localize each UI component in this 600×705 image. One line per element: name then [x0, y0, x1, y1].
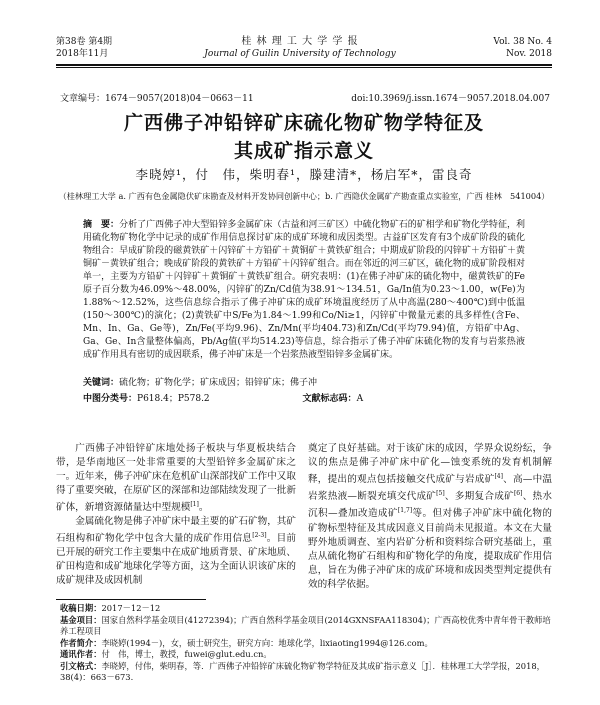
affiliation: （桂林理工大学 a. 广西有色金属隐伏矿床勘查及材料开发协同创新中心；b. 广西隐伏金属矿产勘查重点实验室，广西 桂林 541004） [58, 191, 550, 201]
body-column-left [56, 442, 296, 588]
header-right [470, 36, 552, 60]
footnotes [60, 603, 552, 684]
body-column-right [308, 442, 552, 592]
header-rule [56, 64, 552, 66]
footnote-fund: 基金项目：国家自然科学基金项目(41272394)；广西自然科学基金项目(2014GXNSFAA118304)；广西高校优秀中青年骨干教师培养工程项目 [60, 614, 551, 636]
doc-code-value: A [356, 394, 364, 404]
body-paragraph-1: 广西佛子冲铅锌矿床地处扬子板块与华夏板块结合带，是华南地区一处非常重要的大型铅锌多金属矿床之一。近年来，佛子冲矿床在危机矿山深部找矿工作中又取得了重要突破，在原矿区的深部和边部陆续发现了一批新矿体，新增资源储量达中型规模[1]。 [56, 443, 296, 514]
doc-code-label: 文献标志码： [302, 394, 357, 404]
clc-value: P618.4；P578.2 [137, 394, 210, 404]
footnote-author: 作者简介：李晓婷(1994－)，女，硕士研究生，研究方向：地球化学，lixiaoting1994@126.com。 [60, 637, 433, 648]
header-date-en: Nov. 2018 [506, 49, 552, 59]
body-paragraph-2: 金属硫化物是佛子冲矿床中最主要的矿石矿物，其矿石组构和矿物化学中包含大量的成矿作用信息[2-3]。目前已开展的研究工作主要集中在成矿地质背景、矿床地质、矿田构造和成矿地球化学等方面，这为全面认识该矿床的成矿规律及成因机制 [56, 516, 297, 587]
clc-label: 中图分类号： [83, 394, 138, 404]
header-date-cn: 2018年11月 [56, 49, 109, 59]
keywords-text: 硫化物；矿物化学；矿床成因；铅锌矿床；佛子冲 [119, 378, 318, 388]
doi: doi:10.3969/j.issn.1674－9057.2018.04.007 [351, 94, 550, 104]
paper-title [56, 109, 552, 165]
authors: 李晓婷¹，付 伟，柴明春¹，滕建清*，杨启军*，雷良奇 [135, 167, 473, 182]
header-volume-en: Vol. 38 No. 4 [493, 37, 552, 47]
abstract-text: 分析了广西佛子冲大型铅锌多金属矿床（古益和河三矿区）中硫化物矿石的矿相学和矿物化学特征，利用硫化物矿物化学中记录的成矿作用信息探讨矿床的成矿环境和成因类型。古益矿区发育有3个成矿阶段的硫化物组合：早成矿阶段的磁黄铁矿＋闪锌矿＋方铅矿＋黄铜矿＋黄铁矿组合；中期成矿阶段的闪锌矿＋方铅矿＋黄铜矿－黄铁矿组合；晚成矿阶段的黄铁矿＋方铅矿＋闪锌矿组合。而在邻近的河三矿区，硫化物的成矿阶段相对单一，主要为方铅矿＋闪锌矿＋黄铜矿＋黄铁矿组合。研究表明：(1)在佛子冲矿床的硫化物中，磁黄铁矿的Fe原子百分数为46.09%～48.00%，闪锌矿的Zn/Cd值为38.91～134.51，Ga/In值为0.23～1.00，w(Fe)为1.88%～12.52%，这些信息综合指示了佛子冲矿床的成矿环境温度经历了从中高温(280～400℃)到中低温(150～300℃)的演化；(2)黄铁矿中S/Fe为1.84～1.99和Co/Ni≥1，闪锌矿中微量元素的具多样性(含Fe、Mn、In、Ga、Ge等)，Zn/Fe(平均9.96)、Zn/Mn(平均404.73)和Zn/Cd(平均79.94)值，方铅矿中Ag、Ga、Ge、In含量整体偏高，Pb/Ag值(平均514.23)等信息，综合指示了佛子冲矿床硫化物的发育与岩浆热液成矿作用具有密切的成因联系，佛子冲矿床是一个岩浆热液型铅锌多金属矿床。 [83, 220, 525, 360]
title-line-1: 广西佛子冲铅锌矿床硫化物矿物学特征及 [123, 112, 484, 134]
journal-title-en: Journal of Guilin University of Technology [204, 49, 396, 59]
footnote-corresponding: 通讯作者：付 伟，博士，教授，fuwei@glut.edu.cn。 [60, 649, 272, 659]
article-id: 文章编号：1674－9057(2018)04－0663－11 [60, 94, 254, 104]
header-rule-thin [56, 67, 552, 68]
journal-title-cn: 桂 林 理 工 大 学 学 报 [241, 36, 359, 47]
footnote-citation: 引文格式：李晓婷，付伟，柴明春，等．广西佛子冲铅锌矿床硫化物矿物学特征及其成矿指示意义［J］．桂林理工大学学报，2018，38(4)：663－673. [60, 660, 545, 682]
abstract-label: 摘 要： [83, 220, 120, 230]
keywords [83, 377, 525, 390]
header-center [150, 36, 450, 60]
classification [83, 393, 525, 406]
abstract [83, 219, 525, 362]
body-paragraph-3: 奠定了良好基础。对于该矿床的成因，学界众说纷纭，争议的焦点是佛子冲矿床中矿化—蚀变系统的发育机制解释，提出的观点包括接触交代成矿与岩成矿[4]、高—中温岩浆热液—断裂充填交代成矿[5]、多期复合成矿[6]、热水沉积—叠加改造成矿[1,7]等。但对佛子冲矿床中硫化物的矿物标型特征及其成因意义目前尚未见报道。本文在大量野外地质调查、室内岩矿分析和资料综合研究基础上，重点从硫化物矿石组构和矿物化学的角度，提取成矿作用信息，旨在为佛子冲矿床的成矿环境和成因类型判定提供有效的科学依据。 [308, 443, 553, 590]
title-line-2: 其成矿指示意义 [233, 140, 374, 162]
keywords-label: 关键词： [83, 378, 120, 388]
header-volume-cn: 第38卷 第4期 [56, 37, 113, 47]
footnote-received: 收稿日期：2017－12－12 [60, 603, 161, 613]
footnote-rule [56, 599, 206, 600]
